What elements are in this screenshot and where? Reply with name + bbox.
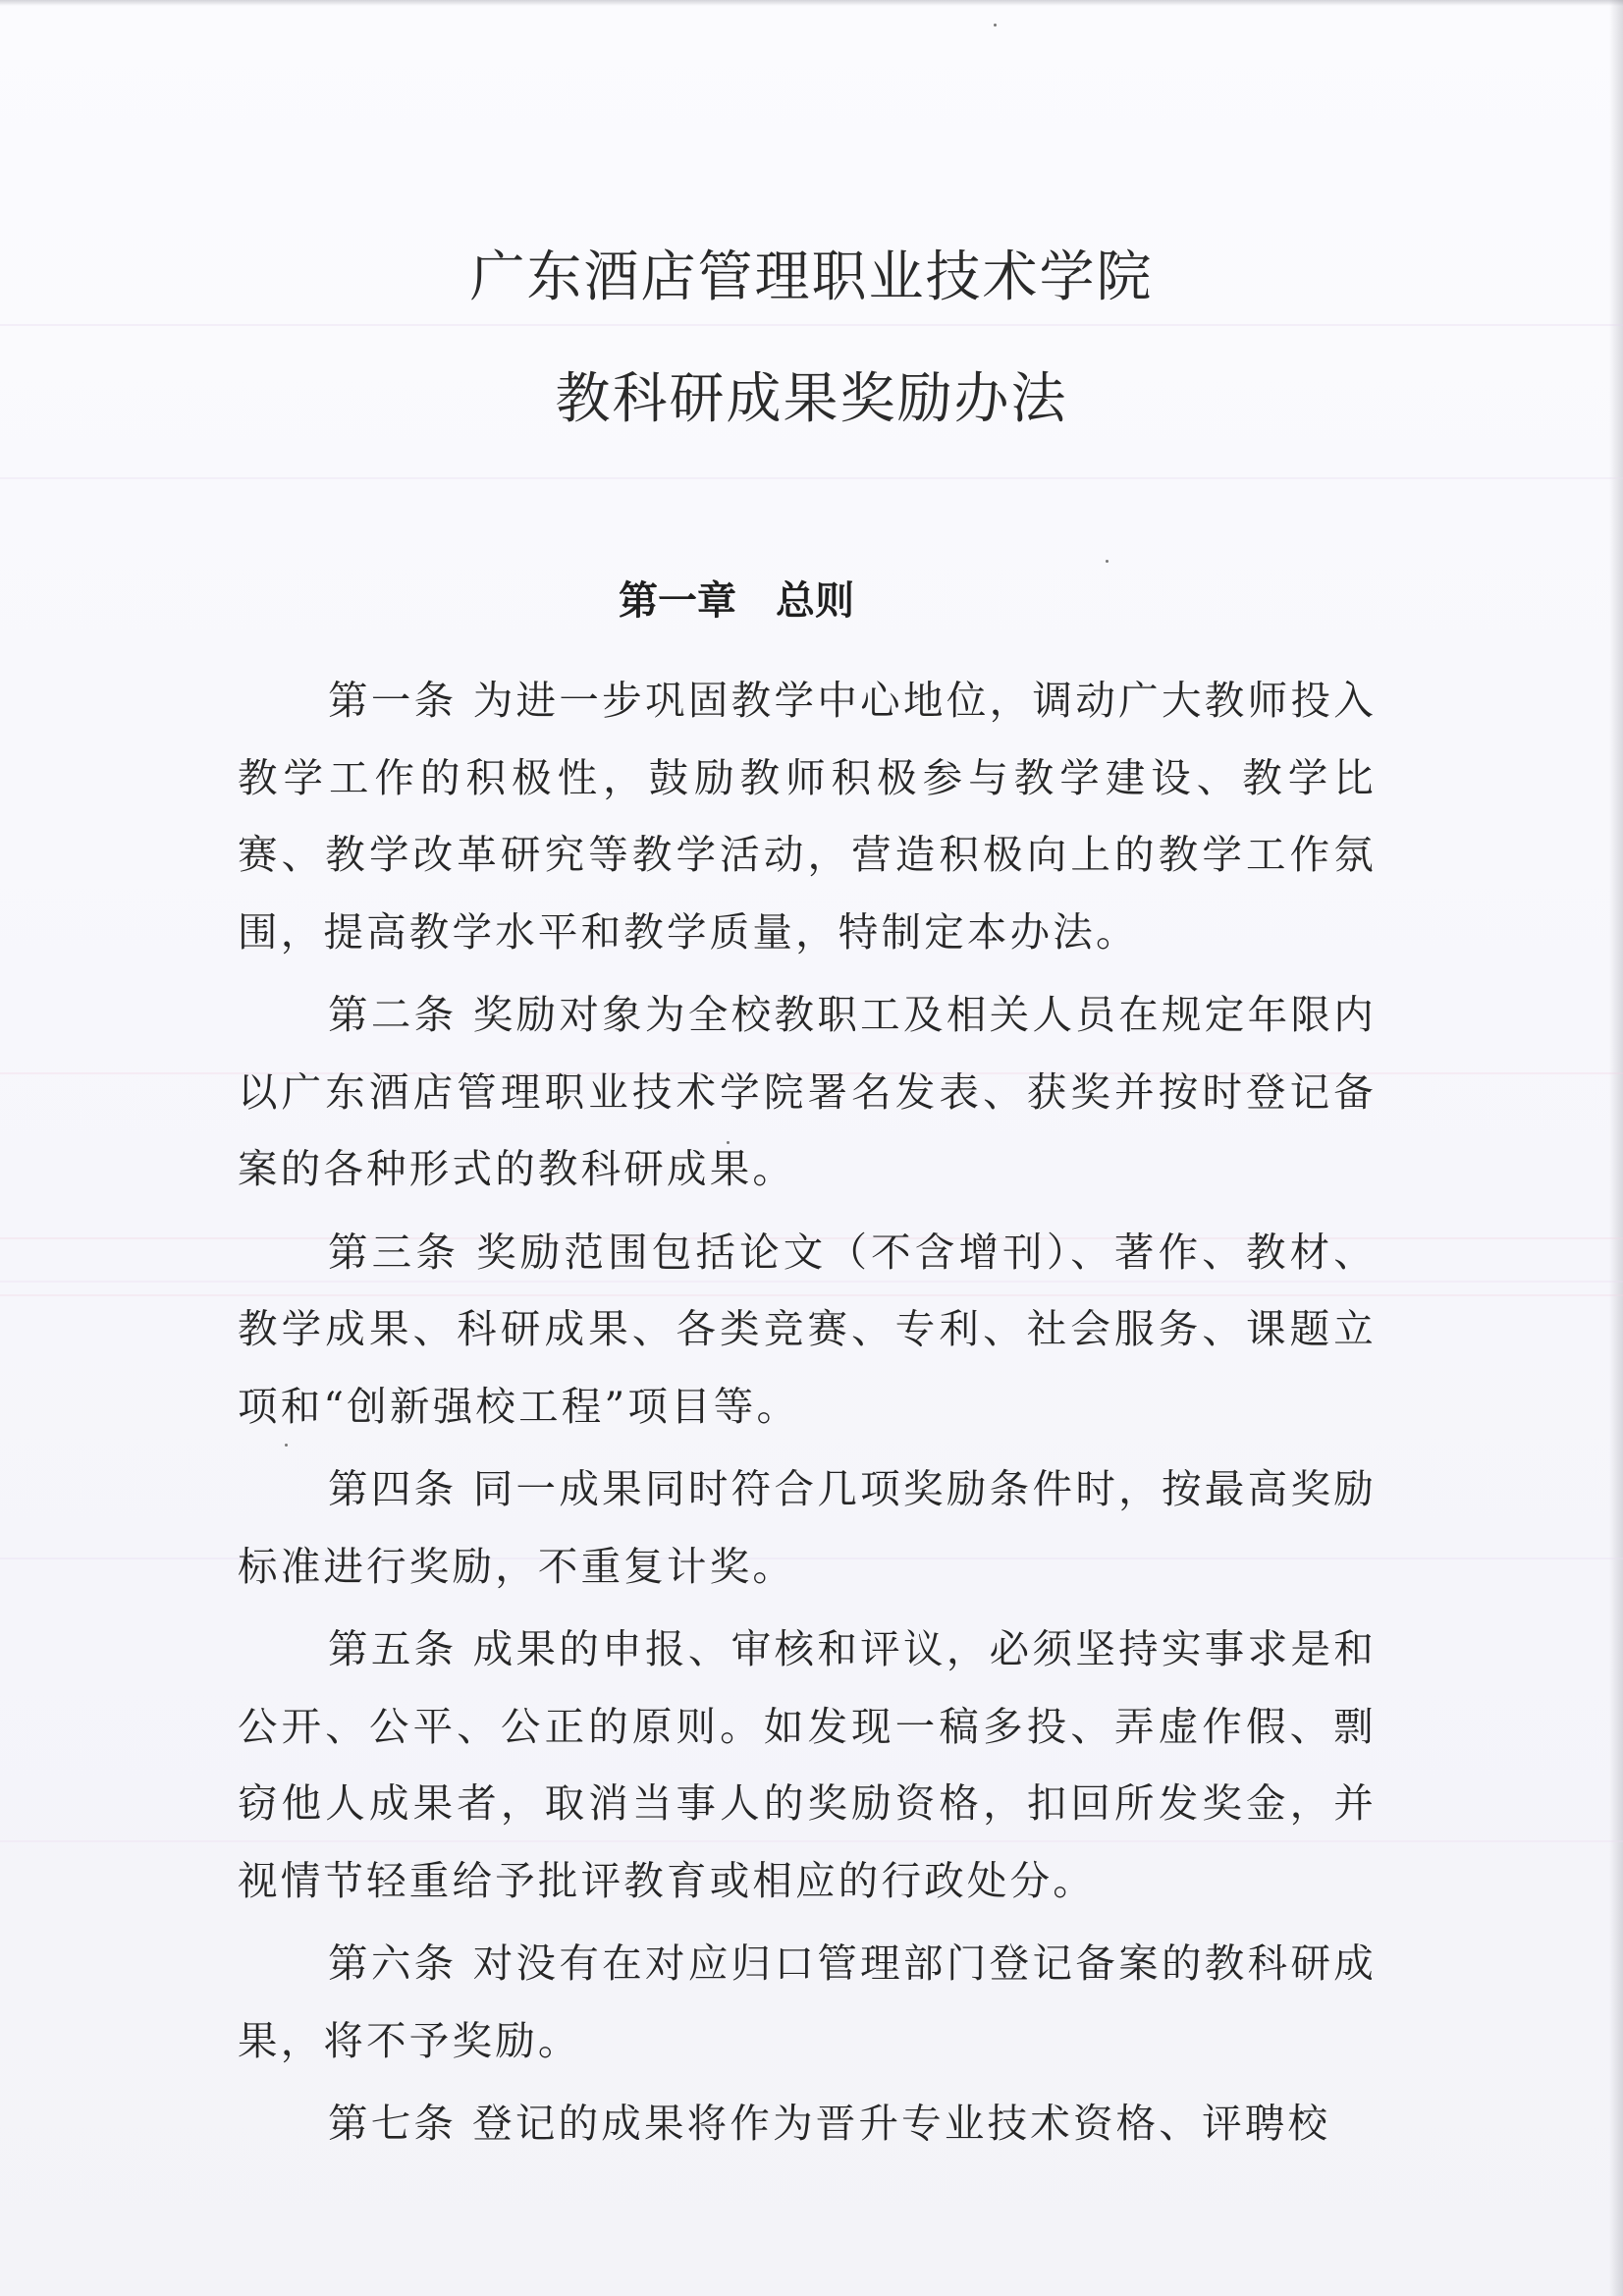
article-1: 第一条 为进一步巩固教学中心地位，调动广大教师投入教学工作的积极性，鼓励教师积极参与教学建设、教学比赛、教学改革研究等教学活动，营造积极向上的教学工作氛围，提高教学水平和教学质量，特制定本办法。 [238, 677, 1377, 956]
article-5: 第五条 成果的申报、审核和评议，必须坚持实事求是和公开、公平、公正的原则。如发现一稿多投、弄虚作假、剽窃他人成果者，取消当事人的奖励资格，扣回所发奖金，并视情节轻重给予批评教育或相应的行政处分。 [238, 1625, 1377, 1904]
scan-top-shadow [0, 0, 1623, 6]
document-title-line-2: 教科研成果奖励办法 [555, 367, 1068, 431]
scan-artifact-line [0, 324, 1623, 326]
article-6: 第六条 对没有在对应归口管理部门登记备案的教科研成果，将不予奖励。 [238, 1940, 1377, 2064]
scan-artifact-line [0, 477, 1623, 479]
document-title-line-1: 广东酒店管理职业技术学院 [469, 246, 1154, 309]
scan-speck [1106, 560, 1109, 563]
article-7: 第七条 登记的成果将作为晋升专业技术资格、评聘校 [328, 2100, 1331, 2147]
scan-speck [994, 24, 997, 27]
article-3: 第三条 奖励范围包括论文（不含增刊）、著作、教材、教学成果、科研成果、各类竞赛、专利、社会服务、课题立项和“创新强校工程”项目等。 [238, 1228, 1377, 1430]
article-2: 第二条 奖励对象为全校教职工及相关人员在规定年限内以广东酒店管理职业技术学院署名发表、获奖并按时登记备案的各种形式的教科研成果。 [238, 991, 1377, 1192]
scan-edge-shadow [1609, 0, 1623, 2296]
article-4: 第四条 同一成果同时符合几项奖励条件时，按最高奖励标准进行奖励，不重复计奖。 [238, 1465, 1377, 1590]
document-body [238, 662, 1377, 2168]
chapter-heading: 第一章 总则 [619, 578, 854, 624]
